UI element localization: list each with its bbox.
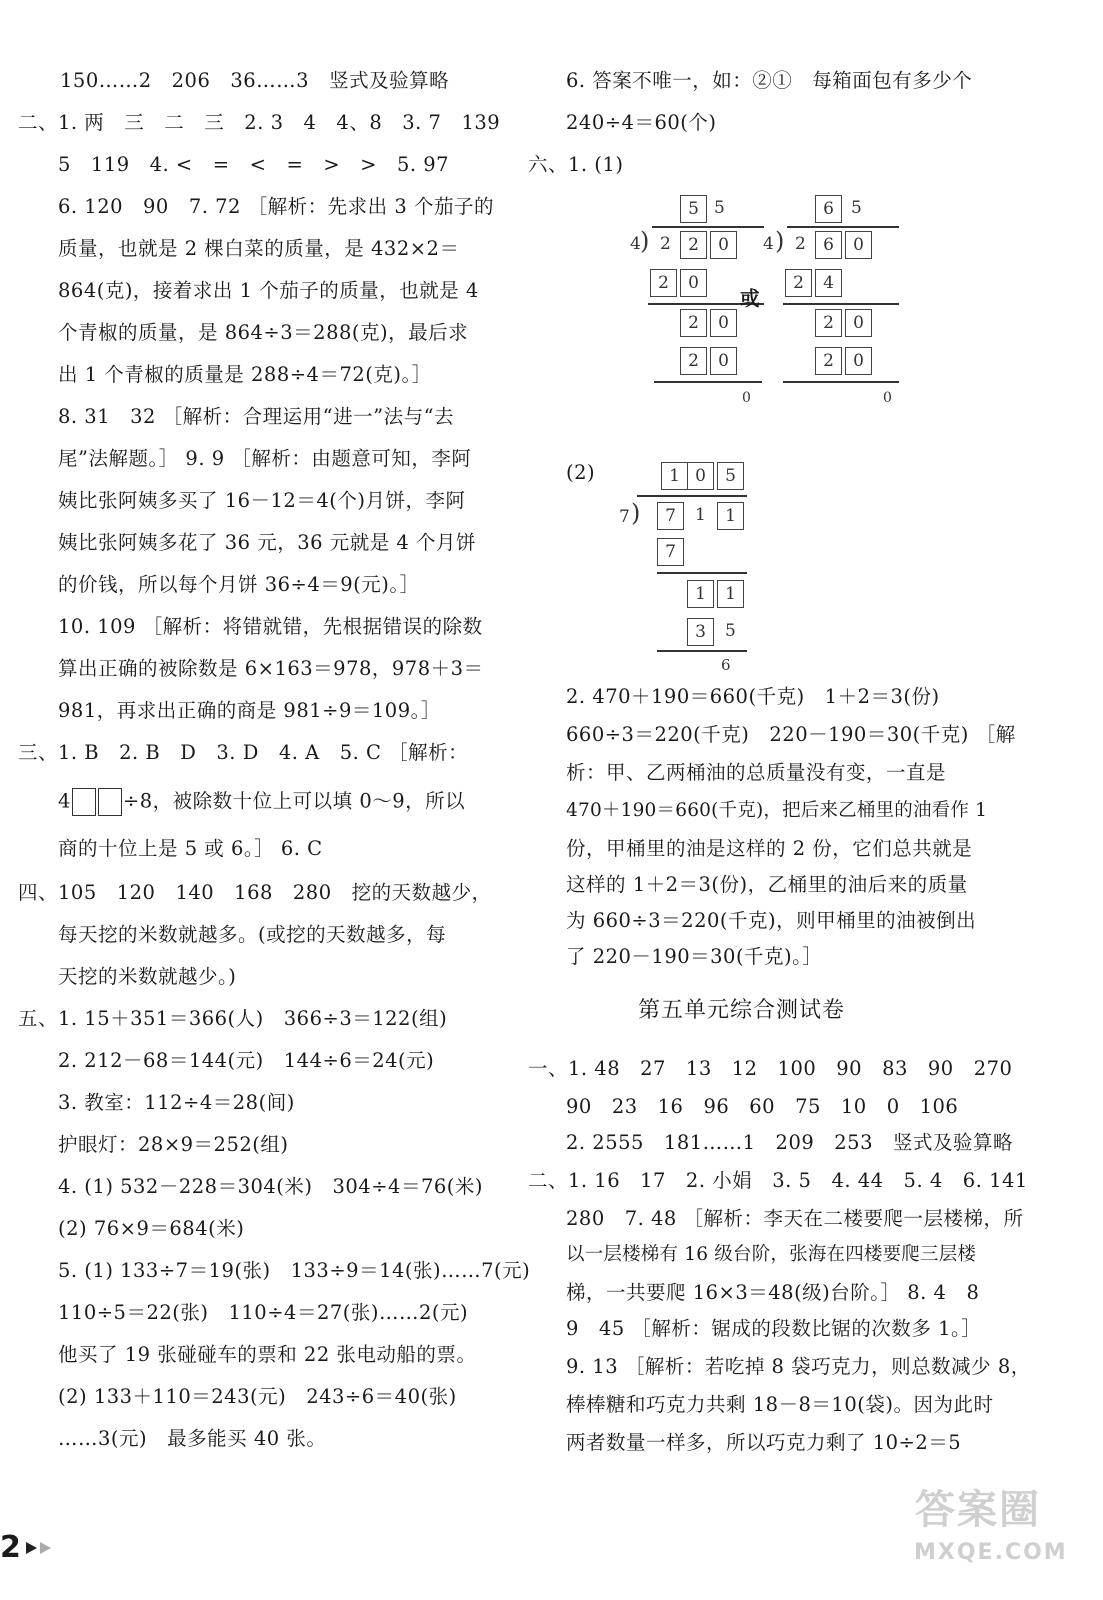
product-digit: 0 xyxy=(710,347,737,375)
answer-line: 六、1. (1) xyxy=(528,153,624,176)
remainder-digit: 0 xyxy=(845,309,872,337)
answer-line: 尾”法解题。］ 9. 9 ［解析：由题意可知，李阿 xyxy=(58,447,472,470)
answer-line: 护眼灯：28×9＝252(组) xyxy=(58,1133,289,1156)
product-digit: 2 xyxy=(815,347,842,375)
product-digit: 0 xyxy=(680,269,707,297)
answer-line: 5. (1) 133÷7＝19(张) 133÷9＝14(张)……7(元) xyxy=(58,1259,531,1282)
division-bracket: ) xyxy=(640,227,650,255)
answer-line: 个青椒的质量，是 864÷3＝288(克)，最后求 xyxy=(58,321,469,344)
answer-line: 3. 教室：112÷4＝28(间) xyxy=(58,1091,295,1114)
page-number: 2 xyxy=(0,1530,21,1565)
triangle-arrow-icon xyxy=(40,1542,51,1554)
answer-line: 五、1. 15＋351＝366(人) 366÷3＝122(组) xyxy=(18,1007,448,1030)
answer-line: 析：甲、乙两桶油的总质量没有变，一直是 xyxy=(566,761,947,784)
dividend-digit: 6 xyxy=(815,231,842,259)
answer-line: 算出正确的被除数是 6×163＝978，978＋3＝ xyxy=(58,657,484,680)
answer-line: 姨比张阿姨多花了 36 元，36 元就是 4 个月饼 xyxy=(58,531,477,554)
answer-line: 2. 470＋190＝660(千克) 1＋2＝3(份) xyxy=(566,685,940,708)
answer-line: 10. 109 ［解析：将错就错，先根据错误的除数 xyxy=(58,615,483,638)
section-title: 第五单元综合测试卷 xyxy=(638,998,846,1023)
answer-line: 6. 120 90 7. 72 ［解析：先求出 3 个茄子的 xyxy=(58,195,494,218)
or-label: 或 xyxy=(740,287,761,310)
dividend-digit: 2 xyxy=(795,234,806,254)
quotient-digit: 5 xyxy=(714,198,725,218)
subtraction-line xyxy=(783,303,899,305)
divisor: 7 xyxy=(619,507,630,527)
answer-line: (2) xyxy=(566,461,596,484)
answer-line: (2) 133＋110＝243(元) 243÷6＝40(张) xyxy=(58,1385,457,1408)
dividend-digit: 1 xyxy=(695,505,706,525)
quotient-digit: 1 xyxy=(661,462,688,490)
subtraction-line xyxy=(654,381,762,383)
product-digit: 5 xyxy=(725,621,736,641)
subtraction-line xyxy=(783,381,899,383)
answer-line: 二、1. 两 三 二 三 2. 3 4 4、8 3. 7 139 xyxy=(18,111,501,134)
answer-line: 240÷4＝60(个) xyxy=(566,111,717,134)
quotient-digit: 5 xyxy=(851,198,862,218)
answer-line: 2. 212－68＝144(元) 144÷6＝24(元) xyxy=(58,1049,435,1072)
answer-line: 8. 31 32 ［解析：合理运用“进一”法与“去 xyxy=(58,405,455,428)
remainder-digit: 2 xyxy=(815,309,842,337)
product-digit: 2 xyxy=(785,269,812,297)
answer-line: 2. 2555 181……1 209 253 竖式及验算略 xyxy=(566,1131,1013,1154)
answer-line: 每天挖的米数就越多。(或挖的天数越多，每 xyxy=(58,923,447,946)
answer-line: 9. 13 ［解析：若吃掉 8 袋巧克力，则总数减少 8， xyxy=(566,1355,1031,1378)
answer-text: ÷8，被除数十位上可以填 0～9，所以 xyxy=(122,789,466,813)
remainder-digit: 0 xyxy=(710,309,737,337)
answer-line: 商的十位上是 5 或 6。］ 6. C xyxy=(58,837,323,860)
watermark-logo: 答案圈 xyxy=(915,1487,1041,1533)
answer-line: ……3(元) 最多能买 40 张。 xyxy=(58,1427,327,1450)
division-bracket: ) xyxy=(631,499,641,527)
answer-line: 110÷5＝22(张) 110÷4＝27(张)……2(元) xyxy=(58,1301,469,1324)
answer-line: (2) 76×9＝684(米) xyxy=(58,1217,245,1240)
answer-line: 的价钱，所以每个月饼 36÷4＝9(元)。］ xyxy=(58,573,420,596)
answer-line: 这样的 1＋2＝3(份)，乙桶里的油后来的质量 xyxy=(566,873,968,896)
answer-line: 质量，也就是 2 棵白菜的质量，是 432×2＝ xyxy=(58,237,460,260)
answer-line: 660÷3＝220(千克) 220－190＝30(千克) ［解 xyxy=(566,723,1016,746)
answer-line: 二、1. 16 17 2. 小娟 3. 5 4. 44 5. 4 6. 141 xyxy=(528,1169,1028,1192)
answer-line xyxy=(58,788,465,816)
remainder-digit: 2 xyxy=(680,309,707,337)
quotient-digit: 5 xyxy=(680,195,707,223)
dividend-digit: 2 xyxy=(660,234,671,254)
answer-line: 5 119 4. < = < = > > 5. 97 xyxy=(58,153,450,176)
division-bar xyxy=(652,226,764,228)
dividend-digit: 0 xyxy=(710,231,737,259)
answer-line: 棒棒糖和巧克力共剩 18－8＝10(袋)。因为此时 xyxy=(566,1393,994,1416)
answer-line: 梯，一共要爬 16×3＝48(级)台阶。］ 8. 4 8 xyxy=(566,1281,980,1304)
product-digit: 7 xyxy=(657,538,684,566)
final-remainder: 6 xyxy=(721,656,731,674)
division-bracket: ) xyxy=(775,227,785,255)
product-digit: 2 xyxy=(650,269,677,297)
answer-line: 姨比张阿姨多买了 16－12＝4(个)月饼，李阿 xyxy=(58,489,466,512)
answer-line: 四、105 120 140 168 280 挖的天数越少， xyxy=(18,881,492,904)
answer-line: 470＋190＝660(千克)，把后来乙桶里的油看作 1 xyxy=(566,800,988,821)
dividend-digit: 4 xyxy=(58,789,71,813)
product-digit: 3 xyxy=(687,618,714,646)
dividend-digit: 7 xyxy=(657,502,684,530)
blank-box xyxy=(72,788,96,816)
final-remainder: 0 xyxy=(742,390,751,406)
product-digit: 4 xyxy=(815,269,842,297)
answer-line: 280 7. 48 ［解析：李天在二楼要爬一层楼梯，所 xyxy=(566,1207,1024,1230)
division-bar xyxy=(787,226,899,228)
quotient-digit: 6 xyxy=(815,195,842,223)
answer-line: 4. (1) 532－228＝304(米) 304÷4＝76(米) xyxy=(58,1175,483,1198)
answer-line: 份，甲桶里的油是这样的 2 份，它们总共就是 xyxy=(566,837,973,860)
answer-line: 两者数量一样多，所以巧克力剩了 10÷2＝5 xyxy=(566,1431,962,1454)
answer-line: 90 23 16 96 60 75 10 0 106 xyxy=(566,1095,959,1118)
answer-line: 了 220－190＝30(千克)。］ xyxy=(566,945,823,968)
dividend-digit: 0 xyxy=(845,231,872,259)
final-remainder: 0 xyxy=(883,390,892,406)
divisor: 4 xyxy=(763,234,774,254)
answer-line: 9 45 ［解析：锯成的段数比锯的次数多 1。］ xyxy=(566,1317,982,1340)
long-division-b xyxy=(763,195,903,410)
watermark-url: MXQE.COM xyxy=(914,1540,1068,1565)
triangle-arrow-icon xyxy=(26,1542,37,1554)
long-division-c xyxy=(619,462,783,677)
dividend-digit: 2 xyxy=(680,231,707,259)
quotient-digit: 0 xyxy=(687,462,714,490)
answer-line: 150……2 206 36……3 竖式及验算略 xyxy=(60,69,450,92)
answer-line: 为 660÷3＝220(千克)，则甲桶里的油被倒出 xyxy=(566,909,977,932)
blank-box xyxy=(98,788,122,816)
divisor: 4 xyxy=(630,234,641,254)
answer-line: 981，再求出正确的商是 981÷9＝109。］ xyxy=(58,699,441,722)
dividend-digit: 1 xyxy=(717,502,744,530)
quotient-digit: 5 xyxy=(717,462,744,490)
answer-line: 他买了 19 张碰碰车的票和 22 张电动船的票。 xyxy=(58,1343,477,1366)
division-bar xyxy=(637,495,747,497)
answer-line: 出 1 个青椒的质量是 288÷4＝72(克)。］ xyxy=(58,363,432,386)
subtraction-line xyxy=(657,572,747,574)
product-digit: 0 xyxy=(845,347,872,375)
answer-line: 6. 答案不唯一，如：②① 每箱面包有多少个 xyxy=(566,69,973,92)
answer-line: 天挖的米数就越少。) xyxy=(58,965,237,988)
product-digit: 2 xyxy=(680,347,707,375)
answer-line: 三、1. B 2. B D 3. D 4. A 5. C ［解析： xyxy=(18,741,469,764)
answer-line: 864(克)，接着求出 1 个茄子的质量，也就是 4 xyxy=(58,279,479,302)
remainder-digit: 1 xyxy=(717,580,744,608)
subtraction-line xyxy=(657,650,747,652)
remainder-digit: 1 xyxy=(687,580,714,608)
answer-line: 以一层楼梯有 16 级台阶，张海在四楼要爬三层楼 xyxy=(566,1244,977,1265)
answer-line: 一、1. 48 27 13 12 100 90 83 90 270 xyxy=(528,1057,1013,1080)
